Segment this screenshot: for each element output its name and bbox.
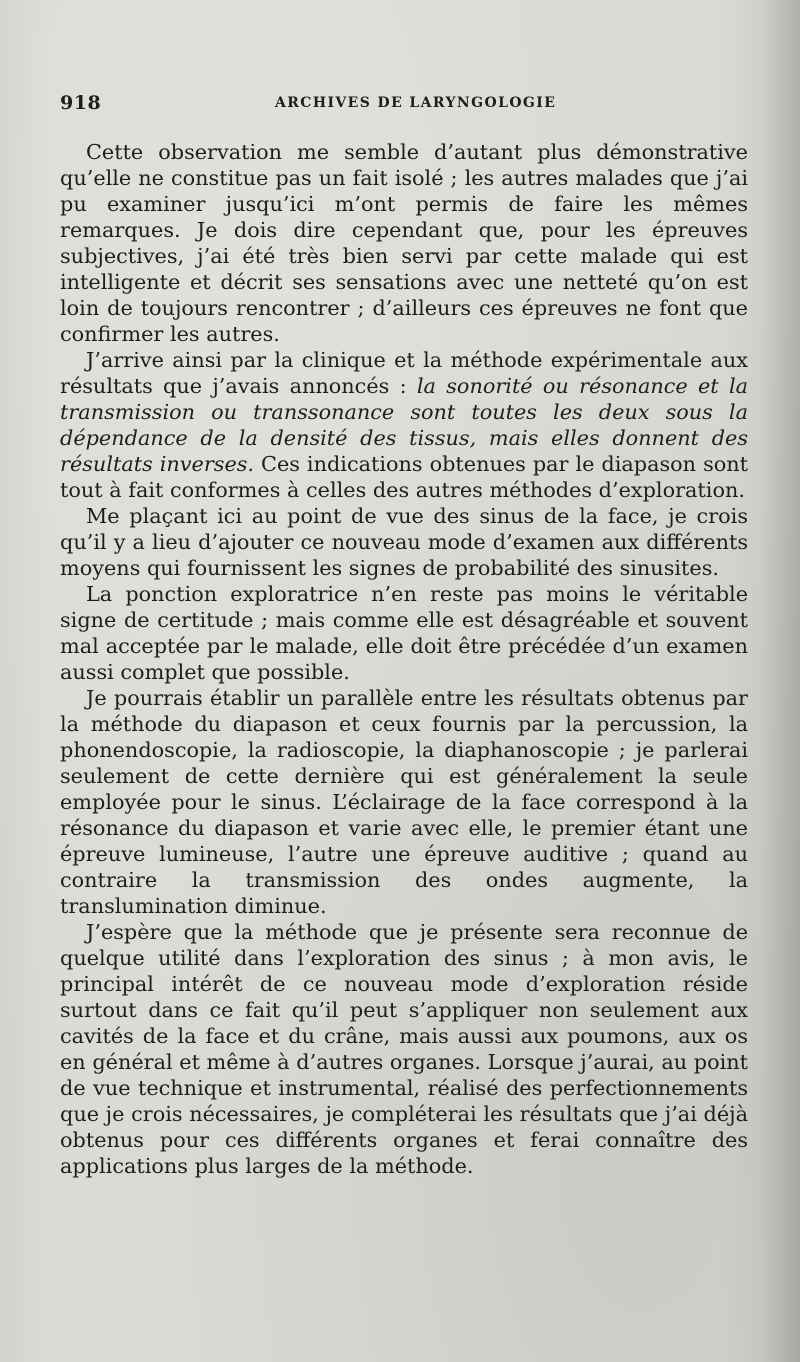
paragraph-2-tail: Ces indications obtenues par le diapason sont tout à fait conformes à celles des autres méthodes d’exploration. <box>60 452 749 502</box>
paragraph-6: J’espère que la méthode que je présente sera reconnue de quelque utilité dans l’exploration des sinus ; à mon avis, le principal intérêt de ce nouveau mode d’exploration réside surtout dans ce fait qu’il peut s’appliquer non seulement aux cavités de la face et du crâne, mais aussi aux poumons, aux os en général et même à d’autres organes. Lorsque j’aurai, au point de vue technique et instrumental, réalisé des perfectionnements que je crois nécessaires, je compléterai les résultats que j’ai déjà obtenus pour ces différents organes et ferai connaître des applications plus larges de la méthode. <box>60 920 748 1178</box>
paragraph-3: Me plaçant ici au point de vue des sinus de la face, je crois qu’il y a lieu d’ajouter ce nouveau mode d’examen aux différents moyens qui fournissent les signes de probabilité des sinusites. <box>60 504 748 580</box>
running-head: ARCHIVES DE LARYNGOLOGIE <box>275 95 557 111</box>
page-edge-shadow <box>760 0 800 1362</box>
page-header <box>60 92 750 118</box>
paragraph-2-italic-conclusion: la sonorité ou résonance et la transmission ou transsonance sont toutes les deux sous la dépendance de la densité des tissus, mais elles donnent des résultats inverses. <box>60 374 748 476</box>
body-text <box>60 139 748 1179</box>
paragraph-1: Cette observation me semble d’autant plus démonstrative qu’elle ne constitue pas un fait isolé ; les autres malades que j’ai pu examiner jusqu’ici m’ont permis de faire les mêmes remarques. Je dois dire cependant que, pour les épreuves subjectives, j’ai été très bien servi par cette malade qui est intelligente et décrit ses sensations avec une netteté qu’on est loin de toujours rencontrer ; d’ailleurs ces épreuves ne font que confirmer les autres. <box>60 140 748 346</box>
paragraph-4: La ponction exploratrice n’en reste pas moins le véritable signe de certitude ; mais comme elle est désagréable et souvent mal acceptée par le malade, elle doit être précédée d’un examen aussi complet que possible. <box>60 582 748 684</box>
paragraph-2 <box>60 347 748 503</box>
paragraph-2-lead: J’arrive ainsi par la clinique et la méthode expérimentale aux résultats que j’avais annoncés : <box>60 348 748 398</box>
paragraph-5: Je pourrais établir un parallèle entre les résultats obtenus par la méthode du diapason et ceux fournis par la percussion, la phonendoscopie, la radioscopie, la diaphanoscopie ; je parlerai seulement de cette dernière qui est généralement la seule employée pour le sinus. L’éclairage de la face correspond à la résonance du diapason et varie avec elle, le premier étant une épreuve lumineuse, l’autre une épreuve auditive ; quand au contraire la transmission des ondes augmente, la translumination diminue. <box>60 686 748 918</box>
page-number: 918 <box>60 92 102 114</box>
